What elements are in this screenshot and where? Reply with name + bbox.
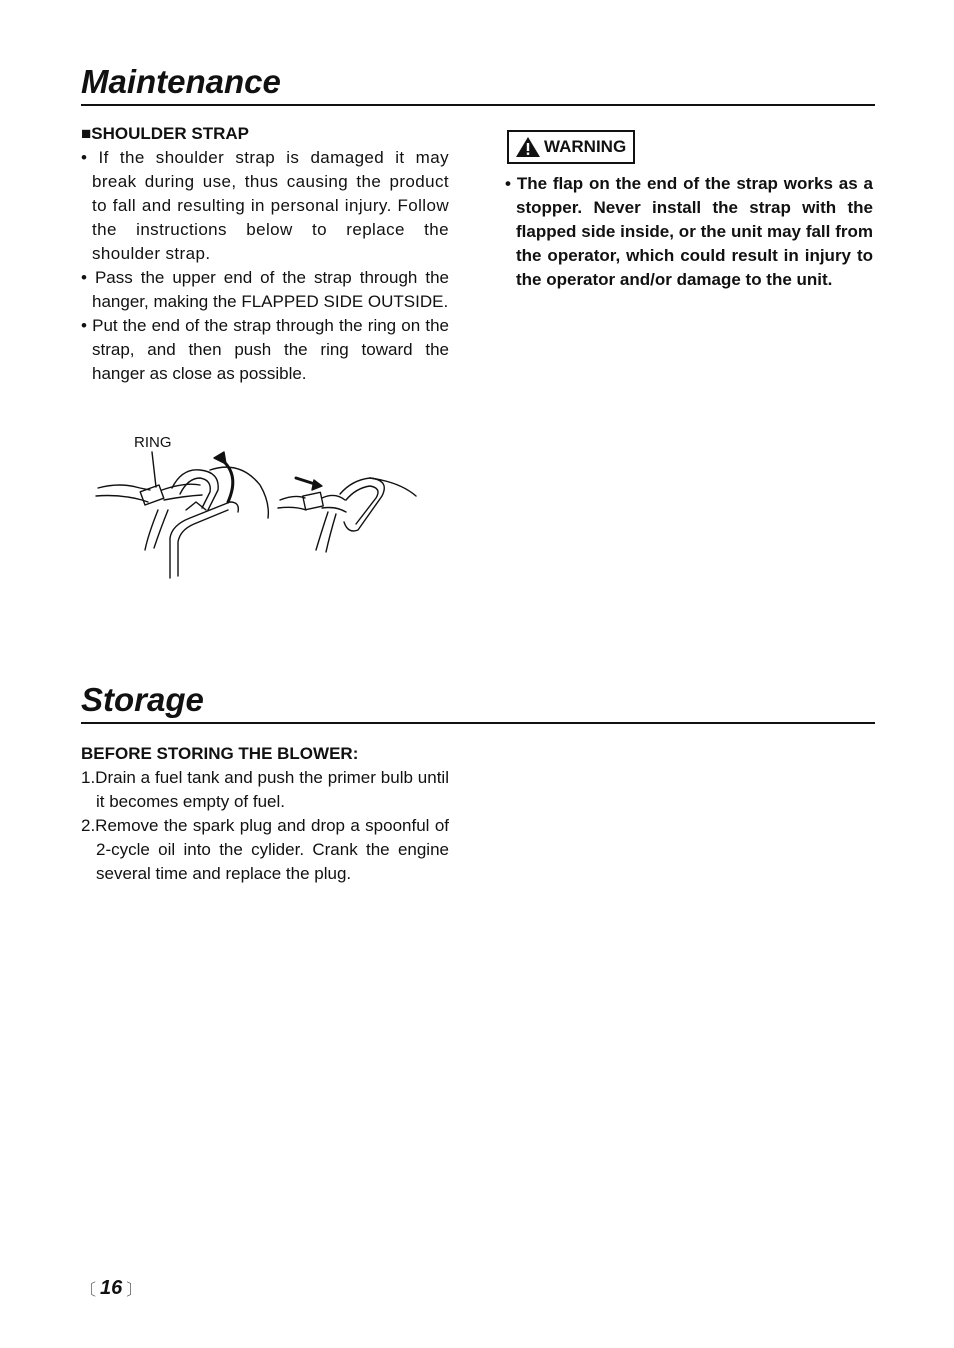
storage-section: [81, 742, 449, 886]
square-bullet-icon: ■: [81, 124, 92, 143]
warning-text-block: [505, 172, 873, 292]
strap-bullet-3: • Put the end of the strap through the ring on the strap, and then push the ring toward the hanger as close as possible.: [81, 316, 449, 383]
warning-label: WARNING: [544, 137, 627, 156]
ring-label: RING: [134, 434, 172, 451]
shoulder-strap-heading-text: SHOULDER STRAP: [91, 124, 250, 143]
strap-bullet-2: • Pass the upper end of the strap through the hanger, making the FLAPPED SIDE OUTSIDE.: [81, 268, 449, 311]
storage-heading: BEFORE STORING THE BLOWER:: [81, 744, 359, 763]
warning-text: • The flap on the end of the strap works as a stopper. Never install the strap with the flapped side inside, or the unit may fall from the operator, which could result in injury to the operator and/or damage to the unit.: [505, 174, 873, 289]
page-number: [80, 1277, 142, 1300]
page-number-value: 16: [100, 1277, 123, 1299]
page-number-left-bracket-icon: 〔: [80, 1282, 97, 1299]
maintenance-title: Maintenance: [81, 63, 281, 100]
storage-step-1: 1.Drain a fuel tank and push the primer bulb until it becomes empty of fuel.: [81, 768, 449, 811]
strap-illustration: [90, 430, 430, 580]
shoulder-strap-heading: [81, 122, 449, 146]
warning-triangle-icon: [515, 136, 541, 158]
shoulder-strap-section: [81, 122, 449, 386]
storage-title: Storage: [81, 681, 204, 718]
maintenance-rule: [81, 104, 875, 106]
strap-bullet-1: • If the shoulder strap is damaged it may break during use, thus causing the product to fall and resulting in personal injury. Follow the instructions below to replace the shoulder strap.: [81, 148, 449, 263]
storage-rule: [81, 722, 875, 724]
page-number-right-bracket-icon: 〕: [126, 1282, 143, 1299]
warning-label-box: [507, 130, 635, 164]
storage-step-2: 2.Remove the spark plug and drop a spoonful of 2-cycle oil into the cylider. Crank the engine several time and replace the plug.: [81, 816, 449, 883]
